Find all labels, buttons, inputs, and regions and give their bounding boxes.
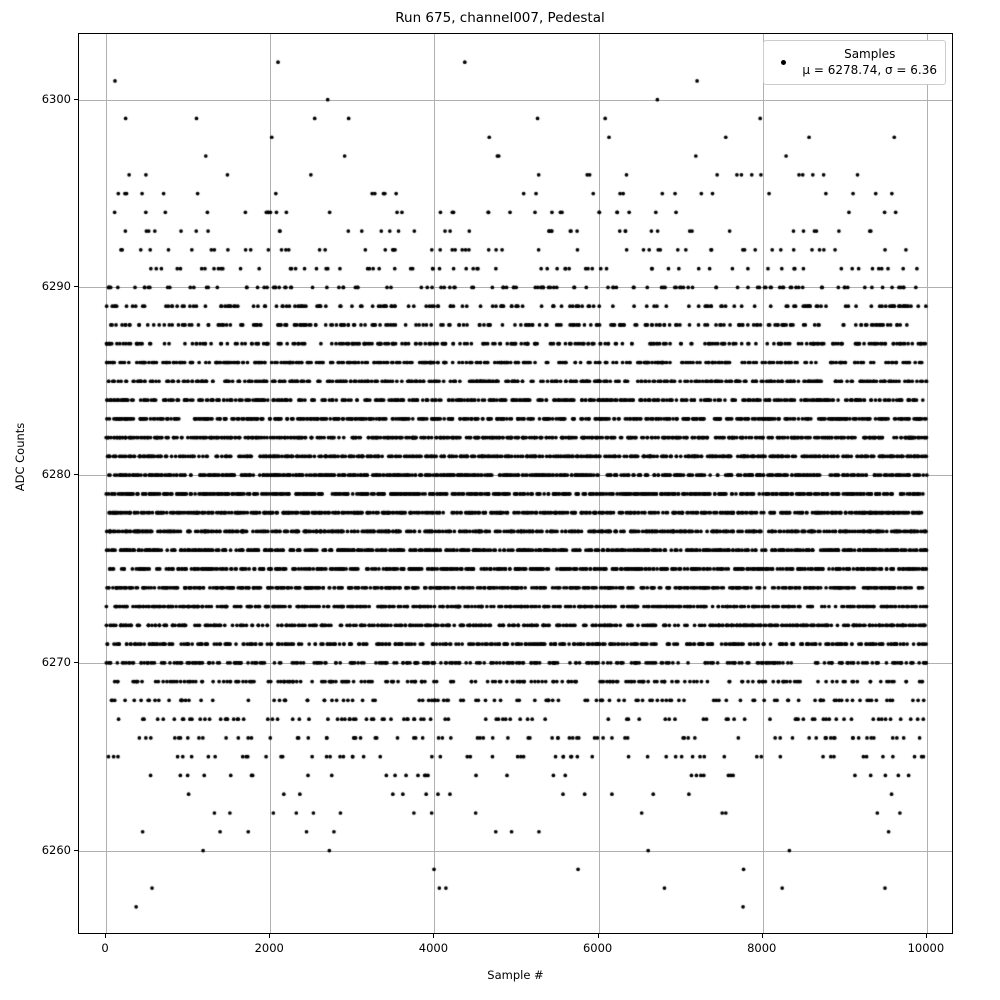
- x-tick-mark: [105, 934, 106, 938]
- legend-marker-icon: [772, 60, 794, 65]
- legend[interactable]: [763, 40, 946, 85]
- legend-text: [802, 46, 937, 78]
- y-tick-mark: [74, 286, 78, 287]
- y-tick-mark: [74, 850, 78, 851]
- y-tick-label: 6270: [41, 654, 71, 669]
- x-tick-label: 2000: [254, 941, 284, 955]
- y-tick-mark: [74, 662, 78, 663]
- x-axis-label: Sample #: [487, 968, 544, 982]
- y-tick-label: 6300: [41, 91, 71, 106]
- x-tick-label: 4000: [418, 941, 449, 955]
- x-tick-mark: [269, 934, 270, 938]
- y-tick-label: 6290: [41, 279, 71, 294]
- legend-stats: μ = 6278.74, σ = 6.36: [802, 63, 937, 78]
- x-tick-label: 6000: [582, 941, 613, 955]
- page-title: Run 675, channel007, Pedestal: [395, 10, 605, 26]
- x-tick-mark: [598, 934, 599, 938]
- x-tick-label: 0: [101, 941, 109, 955]
- x-tick-label: 8000: [747, 941, 777, 955]
- legend-title: Samples: [844, 47, 896, 61]
- x-tick-label: 10000: [907, 941, 945, 955]
- scatter-series: [79, 34, 953, 934]
- x-tick-mark: [762, 934, 763, 938]
- x-tick-mark: [433, 934, 434, 938]
- y-axis-label: ADC Counts: [13, 422, 27, 492]
- x-tick-mark: [926, 934, 927, 938]
- y-tick-label: 6280: [41, 467, 71, 482]
- y-tick-label: 6260: [41, 842, 71, 857]
- y-tick-mark: [74, 474, 78, 475]
- y-tick-mark: [74, 99, 78, 100]
- plot-area[interactable]: [78, 33, 953, 934]
